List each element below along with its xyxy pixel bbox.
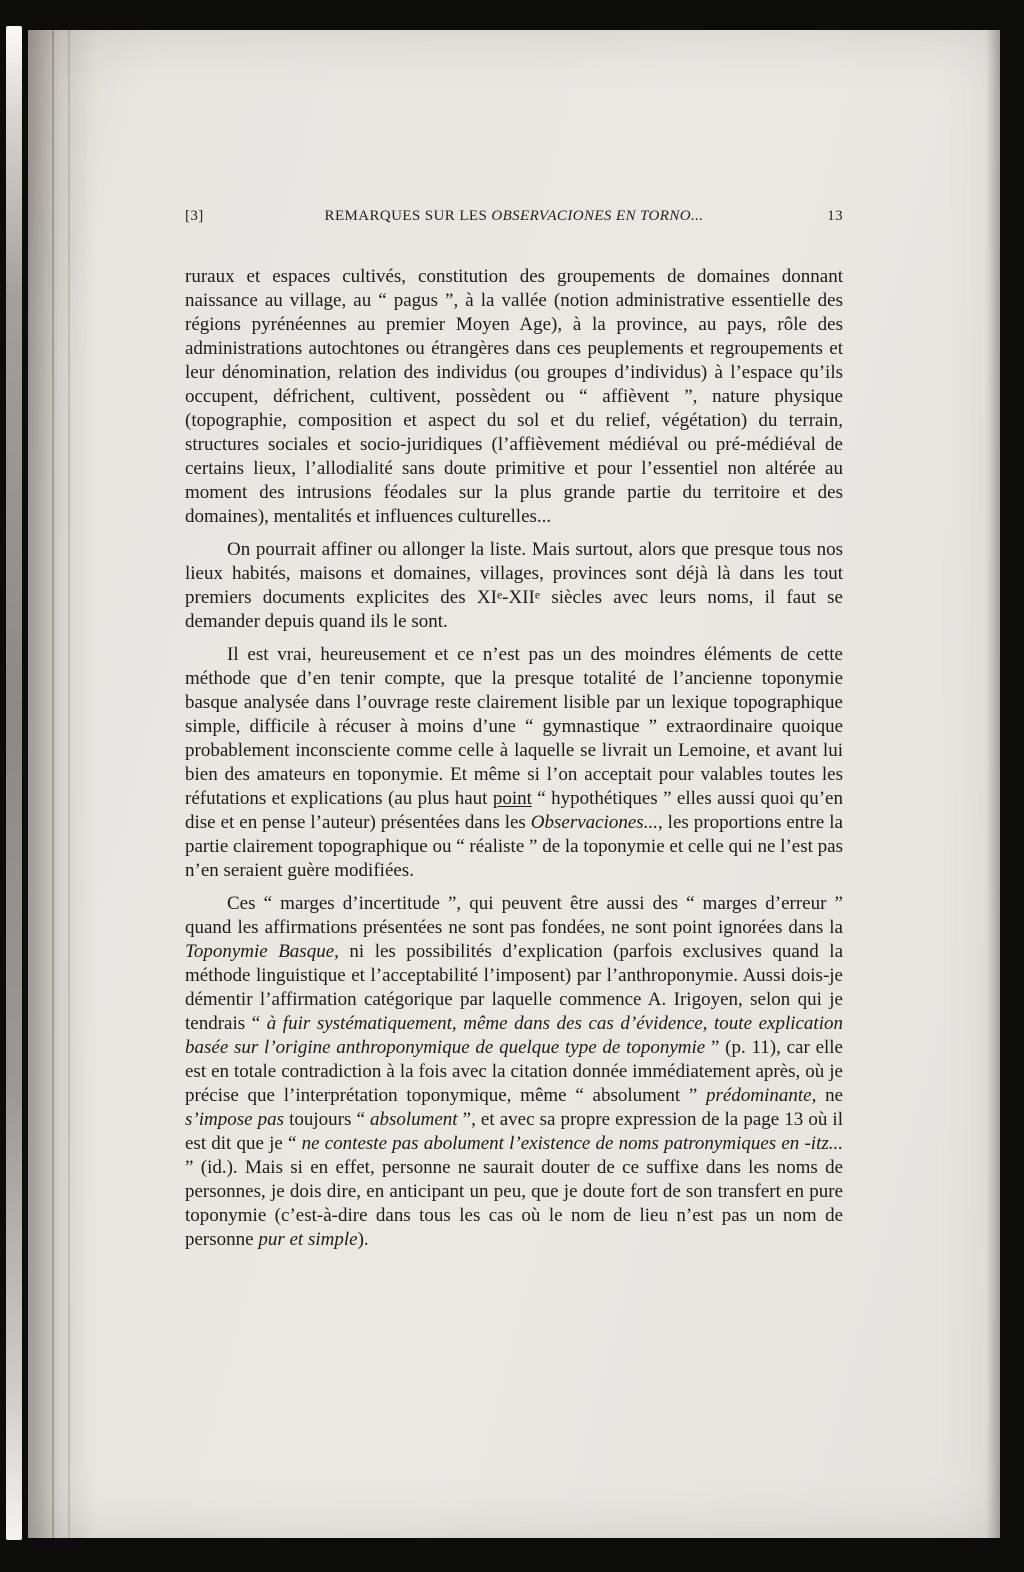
- scanned-page: [28, 30, 1000, 1538]
- body-text: [185, 265, 843, 1252]
- section-marker: [3]: [185, 208, 204, 224]
- running-header: [185, 208, 843, 225]
- paragraph: Ces “ marges d’incertitude ”, qui peuvent être aussi des “ marges d’erreur ” quand les affirmations présentées ne sont pas fondées, ne sont point ignorées dans la Toponymie Basque, ni les possibilités d’explication (parfois exclusives quand la méthode linguistique et l’acceptabilité l’imposent) par l’anthroponymie. Aussi dois-je démentir l’affirmation catégorique par laquelle commence A. Irigoyen, selon qui je tendrais “ à fuir systématiquement, même dans des cas d’évidence, toute explication basée sur l’origine anthroponymique de quelque type de toponymie ” (p. 11), car elle est en totale contradiction à la fois avec la citation donnée immédiatement après, où je précise que l’interprétation toponymique, même “ absolument ” prédominante, ne s’impose pas toujours “ absolument ”, et avec sa propre expression de la page 13 où il est dit que je “ ne conteste pas abolument l’existence de noms patronymiques en -itz... ” (id.). Mais si en effet, personne ne saurait douter de ce suffixe dans les noms de personnes, je dois dire, en anticipant un peu, que je doute fort de son transfert en pure toponymie (c’est-à-dire dans tous les cas où le nom de lieu n’est pas un nom de personne pur et simple).: [185, 893, 844, 1250]
- page-number: 13: [827, 208, 843, 224]
- page-content: [28, 30, 1000, 1538]
- paragraph: Il est vrai, heureusement et ce n’est pas un des moindres éléments de cette méthode que d’en tenir compte, que la presque totalité de l’ancienne toponymie basque analysée dans l’ouvrage reste clairement lisible par un lexique topographique simple, difficile à récuser à moins d’une “ gymnastique ” extraordinaire quoique probablement inconsciente comme celle à laquelle se livrait un Lemoine, et avant lui bien des amateurs en toponymie. Et même si l’on acceptait pour valables toutes les réfutations et explications (au plus haut point “ hypothétiques ” elles aussi quoi qu’en dise et en pense l’auteur) présentées dans les Observaciones..., les proportions entre la partie clairement topographique ou “ réaliste ” de la toponymie et celle qui ne l’est pas n’en seraient guère modifiées.: [185, 644, 843, 881]
- running-title-roman: REMARQUES SUR LES: [324, 208, 492, 224]
- paragraph: On pourrait affiner ou allonger la liste. Mais surtout, alors que presque tous nos lieux habités, maisons et domaines, villages, provinces sont déjà là dans les tout premiers documents explicites des XIe-XIIe siècles avec leurs noms, il faut se demander depuis quand ils le sont.: [185, 539, 843, 632]
- book-page-edges: [6, 26, 22, 1540]
- running-title: [255, 208, 773, 225]
- running-title-italic: OBSERVACIONES EN TORNO...: [491, 208, 704, 224]
- paragraph: ruraux et espaces cultivés, constitution des groupements de domaines donnant naissance au village, au “ pagus ”, à la vallée (notion administrative essentielle des régions pyrénéennes au premier Moyen Age), à la province, au pays, rôle des administrations autochtones ou étrangères dans ces peuplements et regroupements et leur dénomination, relation des individus (ou groupes d’individus) à l’espace qu’ils occupent, défrichent, cultivent, possèdent ou “ affièvent ”, nature physique (topographie, composition et aspect du sol et du relief, végétation) du terrain, structures sociales et socio-juridiques (l’affièvement médiéval ou pré-médiéval de certains lieux, l’allodialité sans doute primitive et pour l’essentiel non altérée au moment des intrusions féodales sur la plus grande partie du territoire et des domaines), mentalités et influences culturelles...: [185, 266, 843, 527]
